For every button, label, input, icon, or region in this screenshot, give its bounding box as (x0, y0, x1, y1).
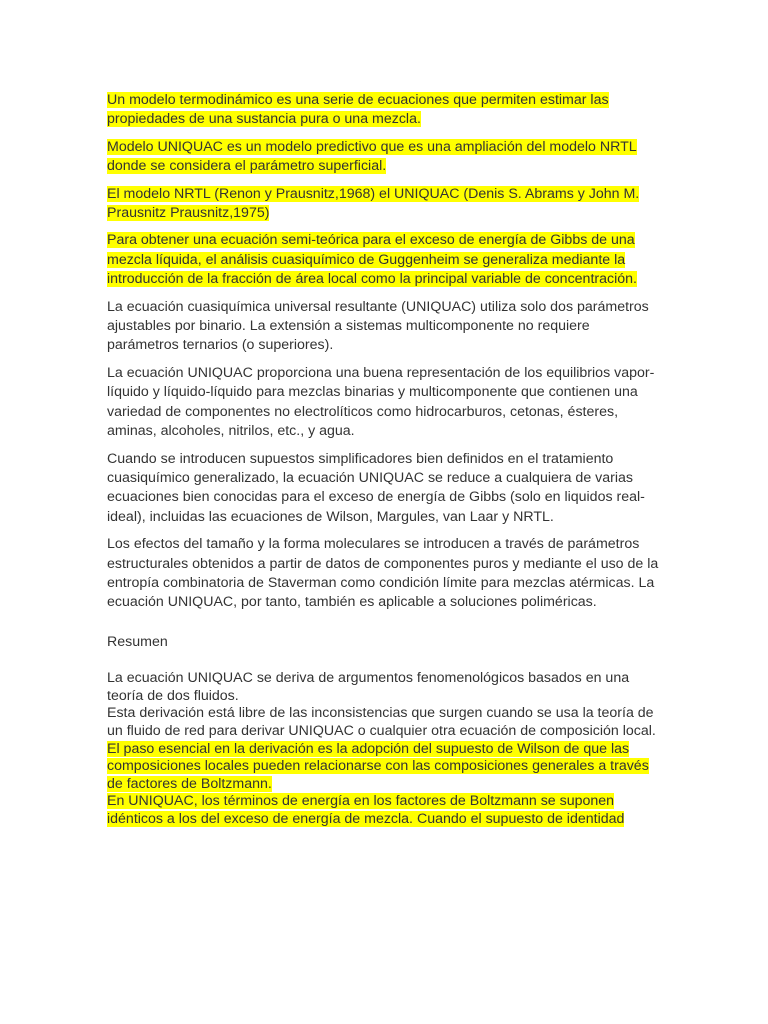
resumen-line-1: La ecuación UNIQUAC se deriva de argumentos fenomenológicos basados en una teoría de dos fluidos. (107, 670, 630, 704)
paragraph-plain-4: Los efectos del tamaño y la forma moleculares se introducen a través de parámetros estructurales obtenidos a partir de datos de componentes puros y mediante el uso de la entropía combinatoria de Staverman como condición límite para mezclas atérmicas. La ecuación UNIQUAC, por tanto, también es aplicable a soluciones poliméricas. (107, 536, 659, 611)
paragraph-highlighted-1: Un modelo termodinámico es una serie de ecuaciones que permiten estimar las propiedades de una sustancia pura o una mezcla. (107, 92, 609, 128)
paragraph-plain-1: La ecuación cuasiquímica universal resultante (UNIQUAC) utiliza solo dos parámetros ajustables por binario. La extensión a sistemas multicomponente no requiere parámetros ternarios (o superiores). (107, 298, 649, 354)
resumen-line-3: El paso esencial en la derivación es la adopción del supuesto de Wilson de que las composiciones locales pueden relacionarse con las composiciones generales a través de factores de Boltzmann. (107, 740, 649, 792)
resumen-line-4: En UNIQUAC, los términos de energía en los factores de Boltzmann se suponen idénticos a los del exceso de energía de mezcla. Cuando el supuesto de identidad (107, 793, 625, 827)
paragraph-plain-2: La ecuación UNIQUAC proporciona una buena representación de los equilibrios vapor-líquido y líquido-líquido para mezclas binarias y multicomponente que contienen una variedad de componentes no electrolíticos como hidrocarburos, cetonas, ésteres, aminas, alcoholes, nitrilos, etc., y agua. (107, 364, 655, 440)
paragraph-highlighted-4: Para obtener una ecuación semi-teórica para el exceso de energía de Gibbs de una mezcla líquida, el análisis cuasiquímico de Guggenheim se generaliza mediante la introducción de la fracción de área local como la principal variable de concentración. (107, 232, 637, 288)
document-page (107, 91, 663, 829)
paragraph-plain-3: Cuando se introducen supuestos simplificadores bien definidos en el tratamiento cuasiquímico generalizado, la ecuación UNIQUAC se reduce a cualquiera de varias ecuaciones bien conocidas para el exceso de energía de Gibbs (solo en liquidos real-ideal), incluidas las ecuaciones de Wilson, Margules, van Laar y NRTL. (107, 450, 645, 525)
paragraph-highlighted-2: Modelo UNIQUAC es un modelo predictivo que es una ampliación del modelo NRTL donde se considera el parámetro superficial. (107, 138, 637, 175)
resumen-line-2: Esta derivación está libre de las inconsistencias que surgen cuando se usa la teoría de un fluido de red para derivar UNIQUAC o cualquier otra ecuación de composición local. (107, 705, 656, 739)
section-title-resumen: Resumen (107, 633, 168, 650)
paragraph-highlighted-3: El modelo NRTL (Renon y Prausnitz,1968) el UNIQUAC (Denis S. Abrams y John M. Prausnitz Prausnitz,1975) (107, 185, 640, 222)
